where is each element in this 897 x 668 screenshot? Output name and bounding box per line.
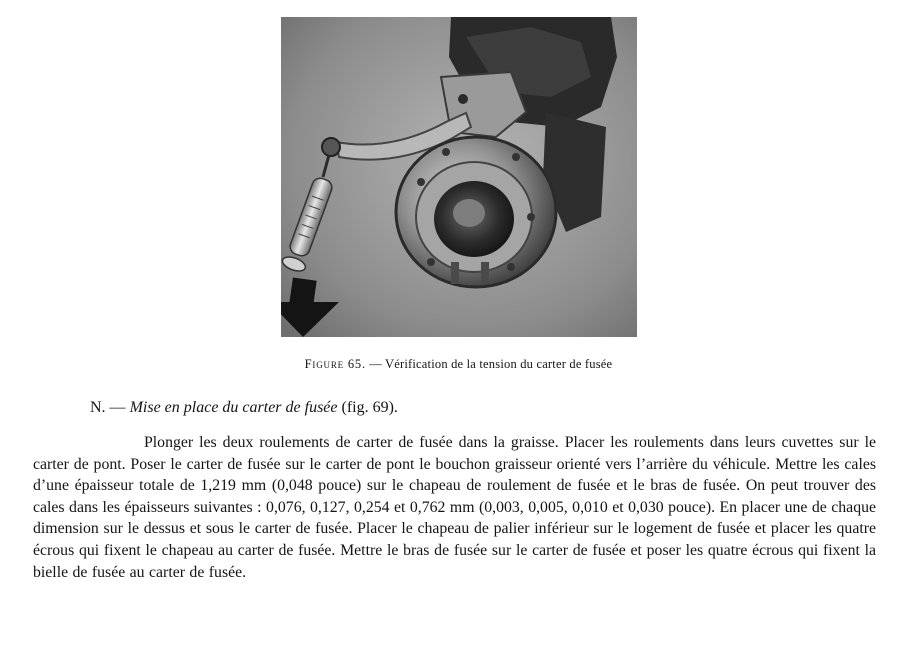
section-heading bbox=[90, 399, 398, 417]
figure-photo bbox=[281, 17, 637, 337]
figure-caption bbox=[200, 357, 717, 372]
figure-caption-text: — Vérification de la tension du carter de fusée bbox=[365, 357, 613, 371]
section-title: Mise en place du carter de fusée bbox=[129, 399, 338, 416]
body-paragraph: Plonger les deux roulements de carter de fusée dans la graisse. Placer les roulements dans leurs cuvettes sur le carter de pont. Poser le carter de fusée sur le carter de pont le bouchon graisseur orienté vers l’arrière du véhicule. Mettre les cales d’une épaisseur totale de 1,219 mm (0,048 pouce) sur le chapeau de roulement de fusée et le bras de fusée. On peut trouver des cales dans les épaisseurs suivantes : 0,076, 0,127, 0,254 et 0,762 mm (0,003, 0,005, 0,010 et 0,030 pouce). En placer une de chaque dimension sur le dessus et sous le carter de fusée. Placer le chapeau de palier inférieur sur le logement de fusée et placer les quatre écrous qui fixent le chapeau au carter de fusée. Mettre le bras de fusée sur le carter de fusée et poser les quatre écrous qui fixent la bielle de fusée au carter de fusée. bbox=[33, 434, 876, 581]
figure-label: Figure 65. bbox=[304, 357, 366, 371]
section-letter: N. — bbox=[90, 399, 130, 416]
section-figure-ref: (fig. 69). bbox=[337, 399, 398, 416]
